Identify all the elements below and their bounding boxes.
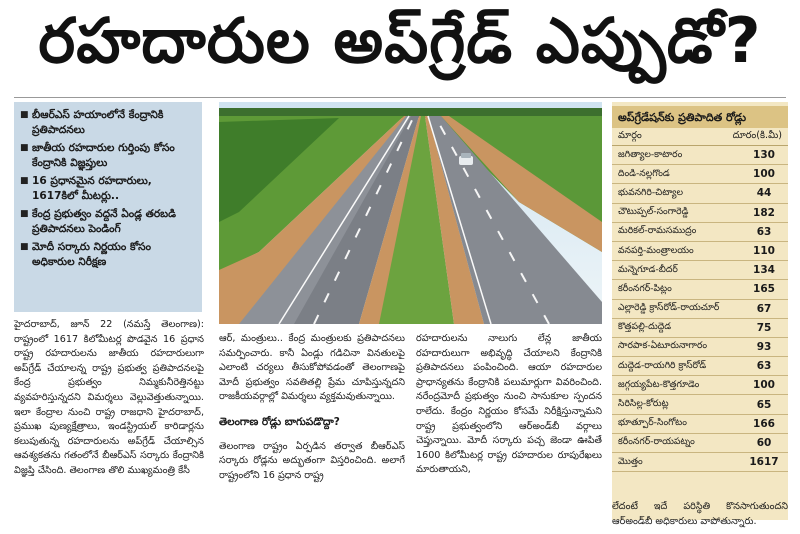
bullet-icon: ■ [20,110,29,120]
highlight-item: ■ మోదీ సర్కారు నిర్ణయం కోసం అధికారుల నిరీక్షణ [20,241,151,268]
table-row: మన్నెగూడ-బీదర్ 134 [612,261,788,280]
highlight-item: ■ బీఆర్ఎస్ హయాంలోనే కేంద్రానికి ప్రతిపాదనలు [20,109,164,136]
table-row: సారపాక-ఏటూరునాగారం 93 [612,338,788,357]
table-row: కరీంనగర్-పిట్లం 165 [612,280,788,299]
article-paragraph: తెలంగాణ రాష్ట్రం ఏర్పడిన తర్వాత బీఆర్ఎస్ సర్కారు రోడ్లను అద్భుతంగా విస్తరించింది. అలాగే రాష్ట్రంలోని 16 ప్రధాన రాష్ట్ర [219,440,405,481]
table-column-headers [612,128,788,146]
table-row: చౌటుప్పల్-సంగారెడ్డి 182 [612,204,788,223]
bullet-icon: ■ [20,242,29,252]
bullet-icon: ■ [20,143,29,153]
article-column-3 [416,332,602,478]
table-row: దుద్దెడ-రాయగిరి క్రాస్‌రోడ్ 63 [612,357,788,376]
table-row: కరీంనగర్-రాయపట్నం 60 [612,434,788,453]
article-paragraph: లేదంటే ఇదే పరిస్థితి కొనసాగుతుందని ఆర్అండ్‌బీ అధికారులు వాపోతున్నారు. [612,501,788,527]
proposed-roads-table [612,102,788,520]
table-total-row: మొత్తం 1617 [612,453,788,472]
article-paragraph: ఆర్, మంత్రులు.. కేంద్ర మంత్రులకు ప్రతిపాదనలు సమర్పించారు. కానీ ఏండ్లు గడిచినా వినతులపై ఎలాంటి చర్యలు తీసుకోపోవడంతో తెలంగాణపై మోదీ ప్రభుత్వం సవతితల్లి ప్రేమ చూపిస్తున్నదని రాజకీయవర్గాల్లో విమర్శలు వ్యక్తమవుతున్నాయి. [219,333,405,403]
column-distance-header: దూరం(కి.మీ) [732,130,782,141]
bullet-icon: ■ [20,176,29,186]
highway-photo [219,102,602,324]
table-row: జగ్గయ్యపేట-కొత్తగూడెం 100 [612,376,788,395]
article-column-1 [14,318,204,479]
table-row: సిరిసిల్ల-కోరుట్ల 65 [612,395,788,414]
column-route-header: మార్గం [618,130,642,141]
article-column-4 [612,500,788,529]
article-paragraph: హైదరాబాద్, జూన్ 22 (నమస్తే తెలంగాణ): రాష్ట్రంలో 1617 కిలోమీటర్ల పొడవైన 16 ప్రధాన రాష్ట్ర రహదారులను జాతీయ రహదారులుగా అప్‌గ్రేడ్ చేయాలన్న రాష్ట్ర ప్రభుత్వ ప్రతిపాదనలపై కేంద్ర ప్రభుత్వం నిమ్మకునీరెత్తినట్టు వ్యవహరిస్తున్నదని విమర్శలు వెల్లువెత్తుతున్నాయి. ఇలా కేంద్రాల నుంచి రాష్ట్ర రాజధాని హైదరాబాద్, ప్రముఖ పుణ్యక్షేత్రాలు, ఇండస్ట్రియల్ కారిడార్లను కలుపుతున్న రహదారులను అప్‌గ్రేడ్ చేయాల్సిన ఆవశ్యకతను గతంలోనే బీఆర్ఎస్ సర్కారు కేంద్రానికి విజ్ఞప్తి చేసింది. తెలంగాణ తొలి ముఖ్యమంత్రి కేసీ [14,319,204,476]
highlight-item: ■ 16 ప్రధానమైన రహదారులు, 1617కిలో మీటర్లు.. [20,175,152,202]
article-paragraph: రహదారులను నాలుగు లేన్ల జాతీయ రహదారులుగా అభివృద్ధి చేయాలని కేంద్రానికి ప్రతిపాదనలు పంపించింది. ఆయా రహదారుల ప్రాధాన్యతను కేంద్రానికి పలుమార్లుగా వివరించింది. నరేంద్రమోదీ ప్రభుత్వం నుంచి సానుకూల స్పందన రాలేదు. కేంద్రం నిర్ణయం కోసమే నిరీక్షిస్తున్నామని రాష్ట్ర ప్రభుత్వంలోని ఆర్అండ్‌బీ వర్గాలు చెప్తున్నాయి. మోదీ సర్కారు పచ్చ జెండా ఊపితే 1600 కిలోమీటర్ల రాష్ట్ర రహదారుల రూపురేఖలు మారుతాయని, [416,333,602,476]
table-row: భూత్పూర్-సింగోటం 166 [612,415,788,434]
table-row: కొత్తపల్లి-దుద్దెడ 75 [612,319,788,338]
headline: రహదారుల అప్‌గ్రేడ్ ఎప్పుడో? [38,4,762,77]
highlight-item: ■ కేంద్ర ప్రభుత్వం వద్దనే ఏండ్ల తరబడి ప్రతిపాదనలు పెండింగ్ [20,208,176,235]
highlights-box [14,102,202,312]
highlight-item: ■ జాతీయ రహదారుల గుర్తింపు కోసం కేంద్రానికి విజ్ఞప్తులు [20,142,175,169]
table-row: భువనగిరి-చిట్యాల 44 [612,184,788,203]
table-row: వనపర్తి-మంత్రాలయం 110 [612,242,788,261]
divider [14,97,786,98]
article-column-2 [219,332,405,483]
table-title: అప్‌గ్రేడేషన్‌కు ప్రతిపాదిత రోడ్లు [612,106,788,128]
table-row: జగిత్యాల-కాటారం 130 [612,146,788,165]
table-row: మరికల్-రామసముద్రం 63 [612,223,788,242]
bullet-icon: ■ [20,209,29,219]
table-row: ఎల్లారెడ్డి క్రాస్‌రోడ్-రాయచూర్ 67 [612,300,788,319]
article-subheading: తెలంగాణ రోడ్లు బాగుపడొద్దా? [219,415,340,428]
table-row: దిండి-నల్లగొండ 100 [612,165,788,184]
